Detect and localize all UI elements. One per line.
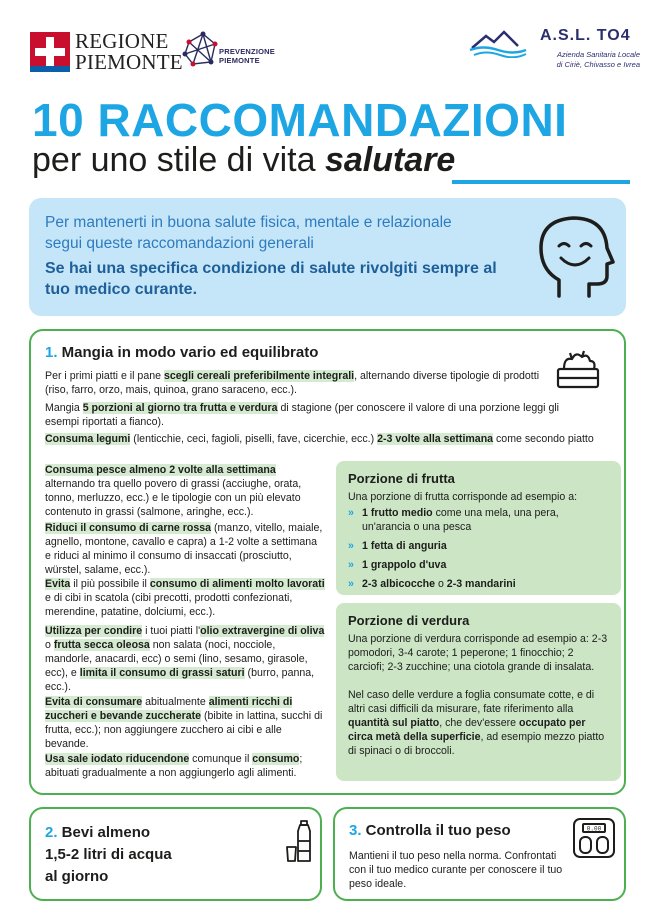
porzione-verdura-title: Porzione di verdura xyxy=(348,613,470,628)
intro-box xyxy=(29,198,626,316)
sale-text: Usa sale iodato riducendone comunque il consumo; abituati gradualmente a non aggiungerlo agli alimenti. xyxy=(45,753,303,779)
porzione-frutta-intro: Una porzione di frutta corrisponde ad esempio a: xyxy=(348,491,578,503)
intro-text: Per mantenerti in buona salute fisica, mentale e relazionale segui queste raccomandazioni generali xyxy=(45,214,452,252)
cereali-text: Per i primi piatti e il pane scegli cereali preferibilmente integrali, alternando diverse tipologie di prodotti (riso, farro, orzo, mais, quinoa, grano saraceno, ecc.). xyxy=(45,370,540,396)
list-item: » 1 grappolo d'uva xyxy=(348,558,610,572)
list-item: » 1 fetta di anguria xyxy=(348,539,610,553)
list-item: » 1 frutto medio come una mela, una pera, un'arancia o una pesca xyxy=(348,506,610,534)
porzione-verdura-box xyxy=(336,603,621,781)
porzione-verdura-text: Una porzione di verdura corrisponde ad esempio a: 2-3 pomodori, 3-4 carote; 1 peperone; 1 finocchio; 2 carciofi; 2-3 zucchine; una ciotola grande di insalata. xyxy=(348,633,608,673)
section-mangia xyxy=(29,329,626,795)
porzione-frutta-list xyxy=(348,506,610,596)
zuccheri-text: Evita di consumare abitualmente alimenti ricchi di zuccheri e bevande zuccherate (bibite in lattina, succhi di frutta, ecc.); non aggiungere zucchero ai cibi e alle bevande. xyxy=(45,696,323,750)
verdura-foglia-text: Nel caso delle verdure a foglia consumate cotte, e di altri casi difficili da misurare, fate riferimento alla quantità sul piatto, che dev'essere occupato per circa metà della superficie, ad esempio mezzo piatto di spinaci o di broccoli. xyxy=(348,689,605,757)
asl-title: A.S.L. TO4 xyxy=(540,27,631,44)
porzione-frutta-box xyxy=(336,461,621,595)
regione-piemonte-logo: REGIONE PIEMONTE xyxy=(75,29,183,74)
asl-subtitle: Azienda Sanitaria Locale di Ciriè, Chivasso e Ivrea xyxy=(556,50,640,69)
page-subtitle: per uno stile di vita salutare xyxy=(32,141,456,179)
legumi-text: Consuma legumi (lenticchie, ceci, fagioli, piselli, fave, cicerchie, ecc.) 2-3 volte alla settimana come secondo piatto xyxy=(45,433,594,445)
section-2-title: 2. Bevi almeno 1,5-2 litri di acqua al giorno xyxy=(45,824,172,885)
prevenzione-piemonte-logo: PREVENZIONE PIEMONTE xyxy=(219,47,275,65)
condimenti-text: Utilizza per condire i tuoi piatti l'olio extravergine di oliva o frutta secca oleosa non salata (noci, nocciole, mandorle, anacardi, ecc) o semi (lino, sesamo, girasole, ecc), e limita il consumo di grassi saturi (burro, panna, ecc.). xyxy=(45,625,325,693)
section-1-title: 1. Mangia in modo vario ed equilibrato xyxy=(45,344,319,361)
section-acqua xyxy=(29,807,322,901)
page-title: 10 RACCOMANDAZIONI xyxy=(32,94,568,146)
section-3-title: 3. Controlla il tuo peso xyxy=(349,822,511,839)
carne-text: Riduci il consumo di carne rossa (manzo, vitello, maiale, agnello, montone, cavallo e capra) a 1-2 volte a settimana e riduci al minimo il consumo di insaccati (prosciutto, würstel, salame, ecc.). xyxy=(45,522,323,576)
intro-warning: Se hai una specifica condizione di salute rivolgiti sempre al tuo medico curante. xyxy=(45,260,497,298)
header xyxy=(0,0,655,88)
section-peso xyxy=(333,807,626,901)
pesce-text: Consuma pesce almeno 2 volte alla settimana alternando tra quello povero di grassi (acciughe, orata, tonno, merluzzo, ecc.) e le tipologie con un più elevato contenuto in grassi (salmone, aringhe, ecc.). xyxy=(45,464,302,518)
regione-piemonte-flag-icon xyxy=(30,32,70,72)
list-item: » 2-3 albicocche o 2-3 mandarini xyxy=(348,577,610,591)
scale-display-text: 0.00 xyxy=(586,825,602,833)
bathroom-scale-icon xyxy=(572,817,616,859)
peso-text: Mantieni il tuo peso nella norma. Confrontati con il tuo medico curante per conoscere il tuo peso ideale. xyxy=(349,850,563,890)
water-bottle-glass-icon xyxy=(286,819,316,863)
porzione-frutta-title: Porzione di frutta xyxy=(348,471,455,486)
frutta-verdura-text: Mangia 5 porzioni al giorno tra frutta e verdura di stagione (per conoscere il valore di una porzione leggi gli esempi riportati a fianco). xyxy=(45,402,560,428)
title-underline xyxy=(452,180,630,184)
network-icon xyxy=(181,30,221,70)
vegetable-crate-icon xyxy=(554,349,602,391)
smiling-head-icon xyxy=(529,210,617,302)
mountain-waves-icon xyxy=(468,28,528,58)
alimenti-lavorati-text: Evita il più possibile il consumo di alimenti molto lavorati e di cibi in scatola (cibi precotti, prodotti confezionati, merendine, patatine, dolciumi, ecc.). xyxy=(45,578,325,618)
